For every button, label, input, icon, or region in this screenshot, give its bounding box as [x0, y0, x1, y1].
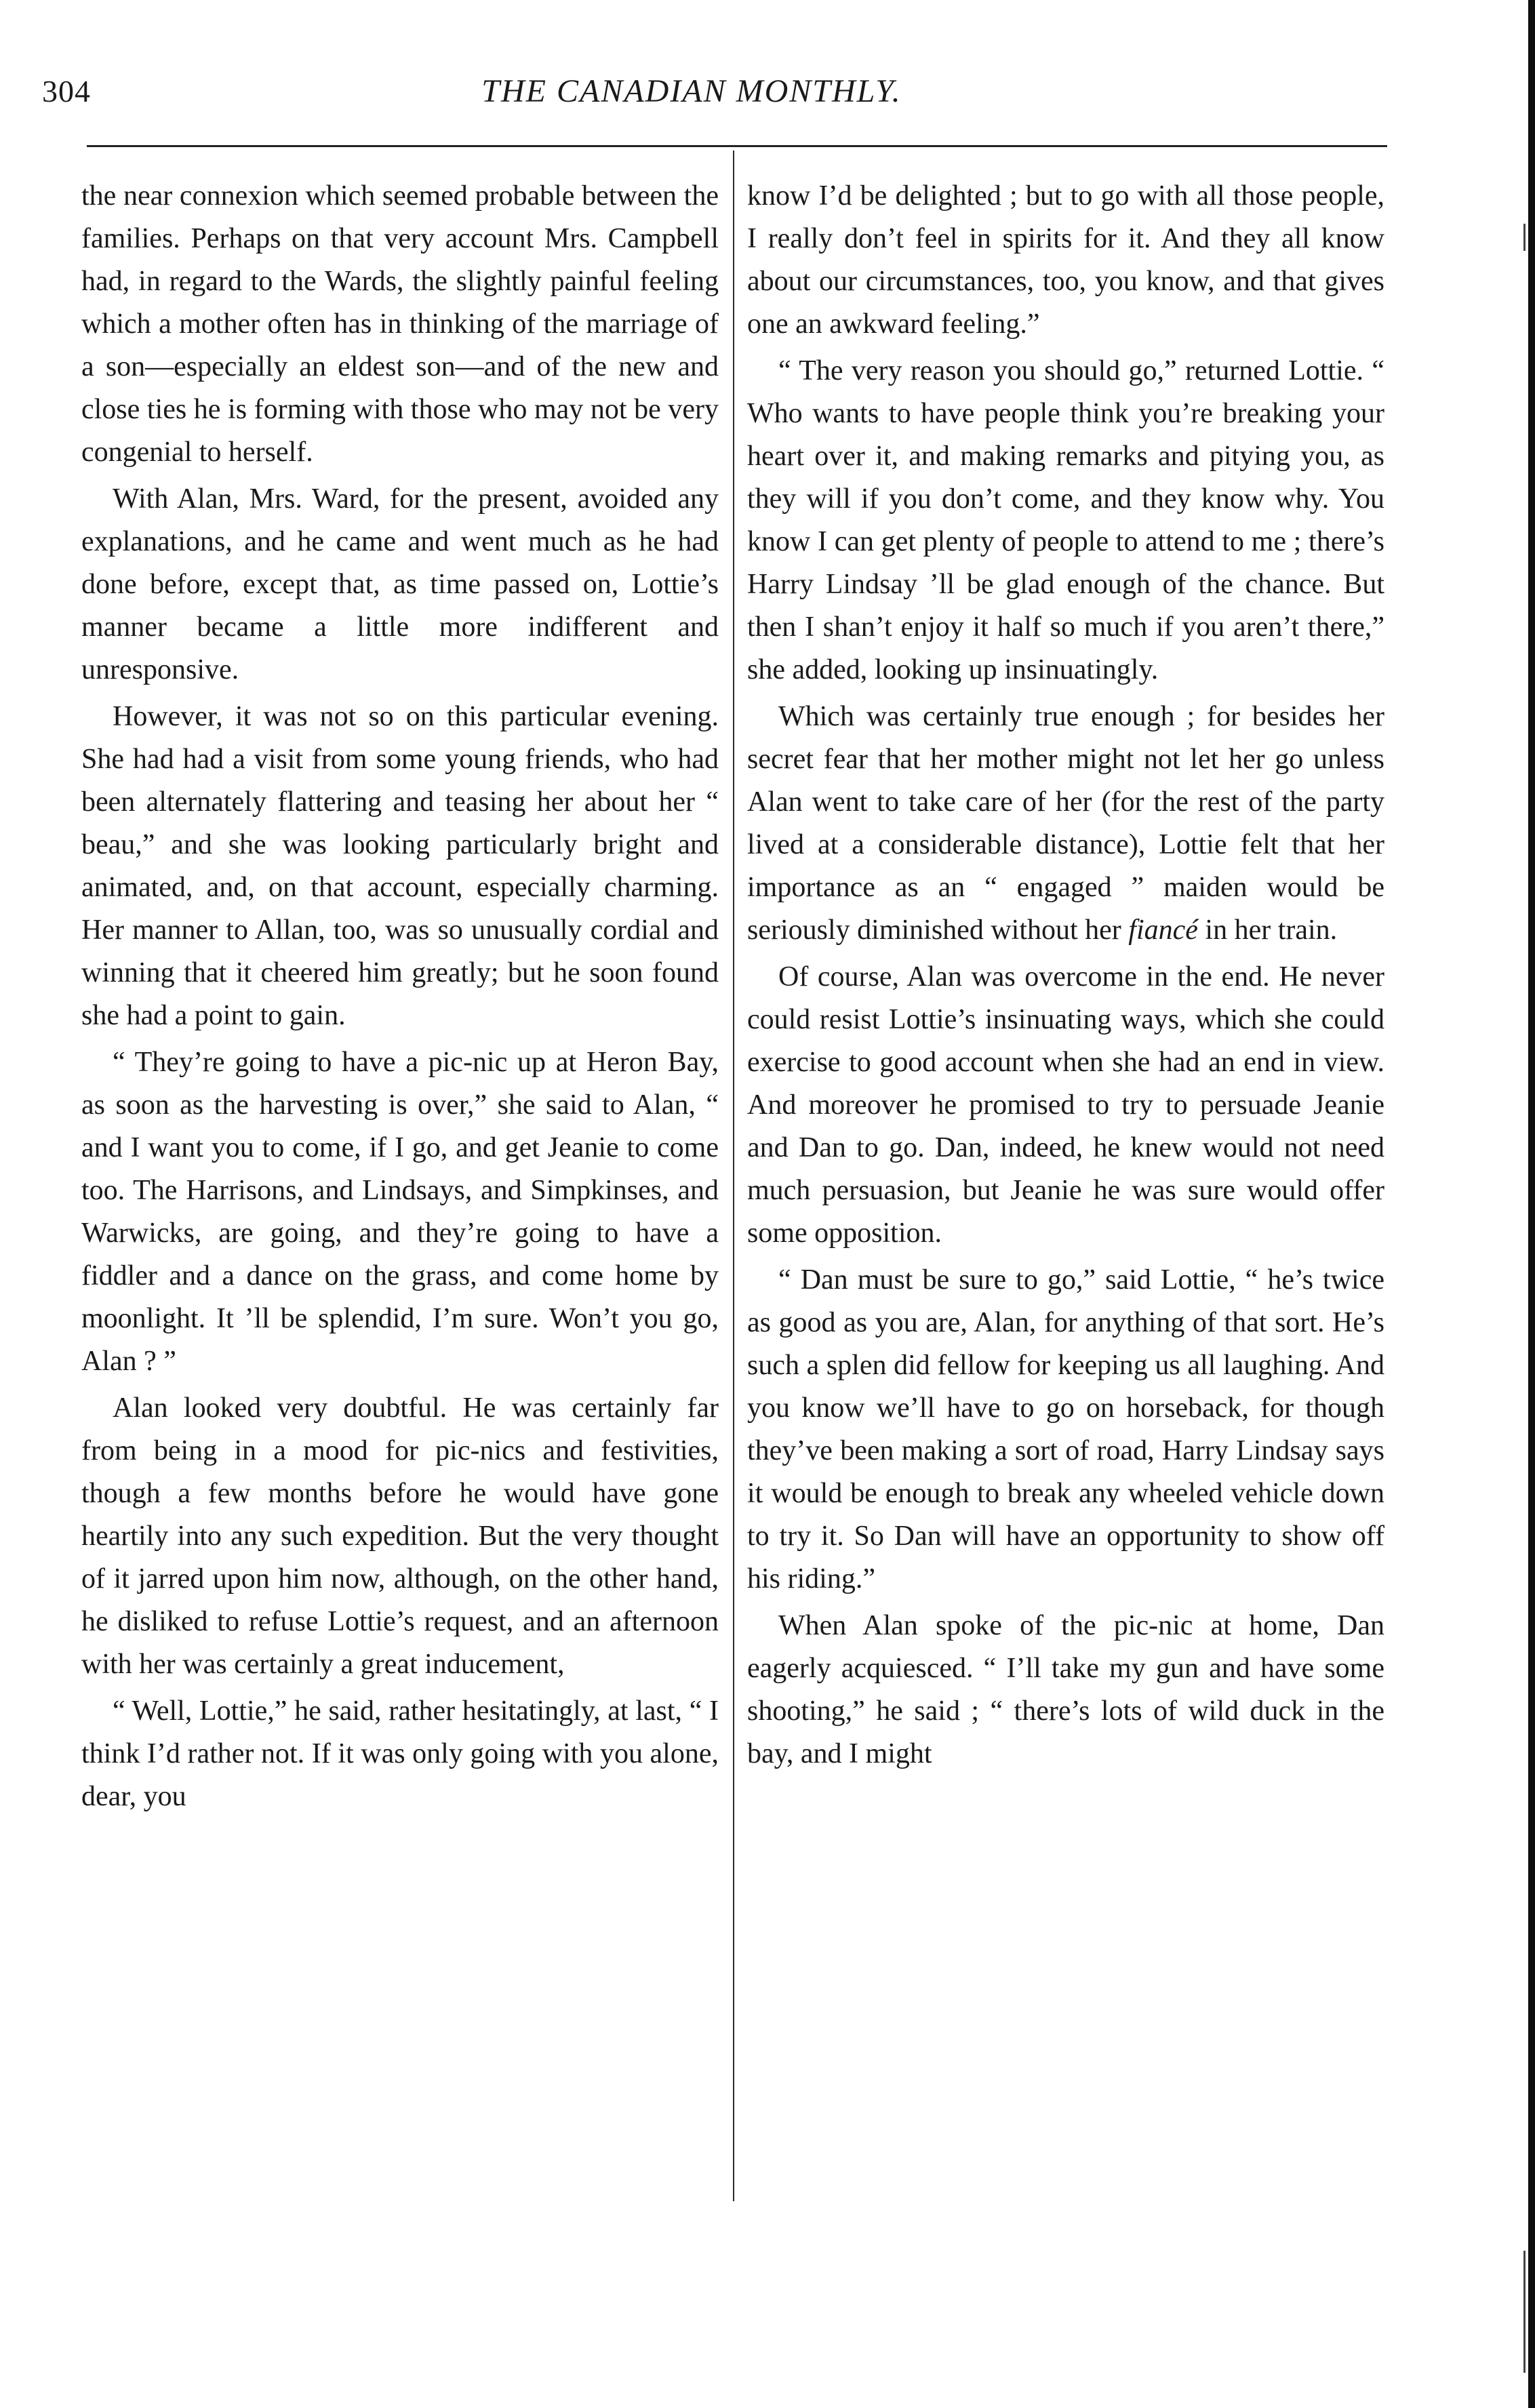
paragraph: Alan looked very doubtful. He was certainly far from being in a mood for pic-nics and festivities, though a few months before he would have gone heartily into any such expedition. But the very thought of it jarred upon him now, although, on the other hand, he disliked to refuse Lottie’s request, and an afternoon with her was certainly a great inducement,	[81, 1392, 719, 1680]
scan-edge-bar	[1528, 0, 1535, 2408]
running-title: THE CANADIAN MONTHLY.	[481, 73, 902, 109]
scan-edge-mark	[1523, 224, 1526, 251]
scan-edge-mark	[1523, 2251, 1526, 2373]
paragraph-text: in her train.	[1197, 915, 1338, 946]
paragraph: With Alan, Mrs. Ward, for the present, avoided any explanations, and he came and went much as he had done before, except that, as time passed on, Lottie’s manner became a little more indifferent and unresponsive.	[81, 483, 719, 685]
paragraph: When Alan spoke of the pic-nic at home, Dan eagerly acquiesced. “ I’ll take my gun and have some shooting,” he said ; “ there’s lots of wild duck in the bay, and I might	[747, 1610, 1384, 1769]
header-rule	[87, 145, 1387, 147]
paragraph: Of course, Alan was overcome in the end. He never could resist Lottie’s insinuating ways, which she could exercise to good account when she had an end in view. And moreover he promised to try to persuade Jeanie and Dan to go. Dan, indeed, he knew would not need much persuasion, but Jeanie he was sure would offer some opposition.	[747, 961, 1384, 1249]
paragraph: “ Dan must be sure to go,” said Lottie, “ he’s twice as good as you are, Alan, for anything of that sort. He’s such a splen did fellow for keeping us all laughing. And you know we’ll have to go on horseback, for though they’ve been making a sort of road, Harry Lindsay says it would be enough to break any wheeled vehicle down to try it. So Dan will have an opportunity to show off his riding.”	[747, 1264, 1384, 1594]
italic-word: fiancé	[1128, 915, 1198, 946]
left-column	[81, 175, 719, 1822]
column-rule	[733, 150, 734, 2201]
paragraph	[747, 696, 1384, 952]
paragraph: “ The very reason you should go,” returned Lottie. “ Who wants to have people think you’re breaking your heart over it, and making remarks and pitying you, as they will if you don’t come, and they know why. You know I can get plenty of people to attend to me ; there’s Harry Lindsay ’ll be glad enough of the chance. But then I shan’t enjoy it half so much if you aren’t there,” she added, looking up insinuatingly.	[747, 355, 1384, 685]
paragraph: “ They’re going to have a pic-nic up at Heron Bay, as soon as the harvesting is over,” she said to Alan, “ and I want you to come, if I go, and get Jeanie to come too. The Harrisons, and Lindsays, and Simpkinses, and Warwicks, are going, and they’re going to have a fiddler and a dance on the grass, and come home by moonlight. It ’ll be splendid, I’m sure. Won’t you go, Alan ? ”	[81, 1047, 719, 1377]
paragraph: the near connexion which seemed probable between the families. Perhaps on that very account Mrs. Campbell had, in regard to the Wards, the slightly painful feeling which a mother often has in thinking of the marriage of a son—especially an eldest son—and of the new and close ties he is forming with those who may not be very congenial to herself.	[81, 180, 719, 468]
page-number: 304	[42, 74, 91, 108]
paragraph-text: Which was certainly true enough ; for besides her secret fear that her mother might not let her go unless Alan went to take care of her (for the rest of the party lived at a considerable distance), Lottie felt that her importance as an “ engaged ” maiden would be seriously diminished without her	[747, 701, 1384, 946]
paragraph: However, it was not so on this particular evening. She had had a visit from some young friends, who had been alternately flattering and teasing her about her “ beau,” and she was looking particularly bright and animated, and, on that account, especially charming. Her manner to Allan, too, was so unusually cordial and winning that it cheered him greatly; but he soon found she had a point to gain.	[81, 701, 719, 1031]
right-column	[747, 175, 1384, 1780]
paragraph: know I’d be delighted ; but to go with all those people, I really don’t feel in spirits for it. And they all know about our circumstances, too, you know, and that gives one an awkward feeling.”	[747, 180, 1384, 340]
paragraph: “ Well, Lottie,” he said, rather hesitatingly, at last, “ I think I’d rather not. If it was only going with you alone, dear, you	[81, 1695, 719, 1812]
